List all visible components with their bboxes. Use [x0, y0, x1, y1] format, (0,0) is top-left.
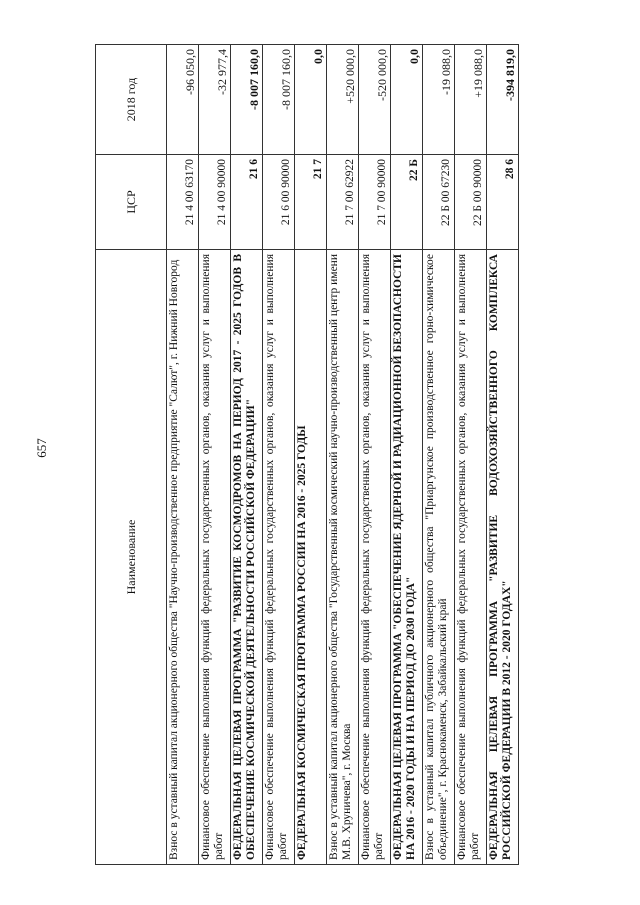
budget-table	[95, 44, 519, 865]
row-name: ФЕДЕРАЛЬНАЯ ЦЕЛЕВАЯ ПРОГРАММА "РАЗВИТИЕ КОСМОДРОМОВ НА ПЕРИОД 2017 - 2025 ГОДОВ В ОБЕСПЕЧЕНИЕ КОСМИЧЕСКОЙ ДЕЯТЕЛЬНОСТИ РОССИЙСКОЙ ФЕДЕРАЦИИ"	[231, 250, 263, 865]
row-code: 22 Б 00 90000	[455, 155, 487, 250]
header-year: 2018 год	[96, 45, 167, 155]
row-code: 22 Б 00 67230	[423, 155, 455, 250]
row-name: Финансовое обеспечение выполнения функций федеральных государственных органов, оказания услуг и выполнения работ	[359, 250, 391, 865]
row-code: 21 7 00 62922	[327, 155, 359, 250]
row-name: ФЕДЕРАЛЬНАЯ ЦЕЛЕВАЯ ПРОГРАММА "РАЗВИТИЕ ВОДОХОЗЯЙСТВЕННОГО КОМПЛЕКСА РОССИЙСКОЙ ФЕДЕРАЦИИ В 2012 - 2020 ГОДАХ"	[487, 250, 519, 865]
table-row	[263, 45, 295, 865]
table-header-row	[96, 45, 167, 865]
table-row-section	[295, 45, 327, 865]
row-code: 28 6	[487, 155, 519, 250]
header-code: ЦСР	[96, 155, 167, 250]
row-code: 21 7 00 90000	[359, 155, 391, 250]
row-amount: -96 050,0	[167, 45, 199, 155]
row-name: Взнос в уставный капитал акционерного общества "Государственный космический научно-производственный центр имени М.В. Хруничева", г. Москва	[327, 250, 359, 865]
budget-table-rotated-container	[95, 45, 612, 865]
header-name: Наименование	[96, 250, 167, 865]
row-code: 22 Б	[391, 155, 423, 250]
page-number: 657	[34, 438, 49, 458]
row-code: 21 4 00 63170	[167, 155, 199, 250]
row-amount: 0,0	[295, 45, 327, 155]
row-code: 21 6 00 90000	[263, 155, 295, 250]
table-row-section	[391, 45, 423, 865]
row-name: Финансовое обеспечение выполнения функций федеральных государственных органов, оказания услуг и выполнения работ	[455, 250, 487, 865]
row-code: 21 4 00 90000	[199, 155, 231, 250]
row-name: Взнос в уставный капитал публичного акционерного общества "Приаргунское производственное горно-химическое объединение", г. Краснокаменск, Забайкальский край	[423, 250, 455, 865]
row-amount: +19 088,0	[455, 45, 487, 155]
table-row	[455, 45, 487, 865]
table-row-section	[487, 45, 519, 865]
table-row	[359, 45, 391, 865]
row-amount: -19 088,0	[423, 45, 455, 155]
row-name: ФЕДЕРАЛЬНАЯ ЦЕЛЕВАЯ ПРОГРАММА "ОБЕСПЕЧЕНИЕ ЯДЕРНОЙ И РАДИАЦИОННОЙ БЕЗОПАСНОСТИ НА 2016 - 2020 ГОДЫ И НА ПЕРИОД ДО 2030 ГОДА"	[391, 250, 423, 865]
row-amount: -8 007 160,0	[231, 45, 263, 155]
table-row	[423, 45, 455, 865]
row-name: ФЕДЕРАЛЬНАЯ КОСМИЧЕСКАЯ ПРОГРАММА РОССИИ НА 2016 - 2025 ГОДЫ	[295, 250, 327, 865]
row-name: Взнос в уставный капитал акционерного общества "Научно-производственное предприятие "Салют", г. Нижний Новгород	[167, 250, 199, 865]
row-amount: 0,0	[391, 45, 423, 155]
row-amount: -394 819,0	[487, 45, 519, 155]
table-row	[167, 45, 199, 865]
row-name: Финансовое обеспечение выполнения функций федеральных государственных органов, оказания услуг и выполнения работ	[263, 250, 295, 865]
table-row	[327, 45, 359, 865]
row-amount: +520 000,0	[327, 45, 359, 155]
table-row	[199, 45, 231, 865]
row-code: 21 7	[295, 155, 327, 250]
row-name: Финансовое обеспечение выполнения функций федеральных государственных органов, оказания услуг и выполнения работ	[199, 250, 231, 865]
row-amount: -520 000,0	[359, 45, 391, 155]
row-amount: -8 007 160,0	[263, 45, 295, 155]
table-row-section	[231, 45, 263, 865]
row-code: 21 6	[231, 155, 263, 250]
row-amount: -32 977,4	[199, 45, 231, 155]
